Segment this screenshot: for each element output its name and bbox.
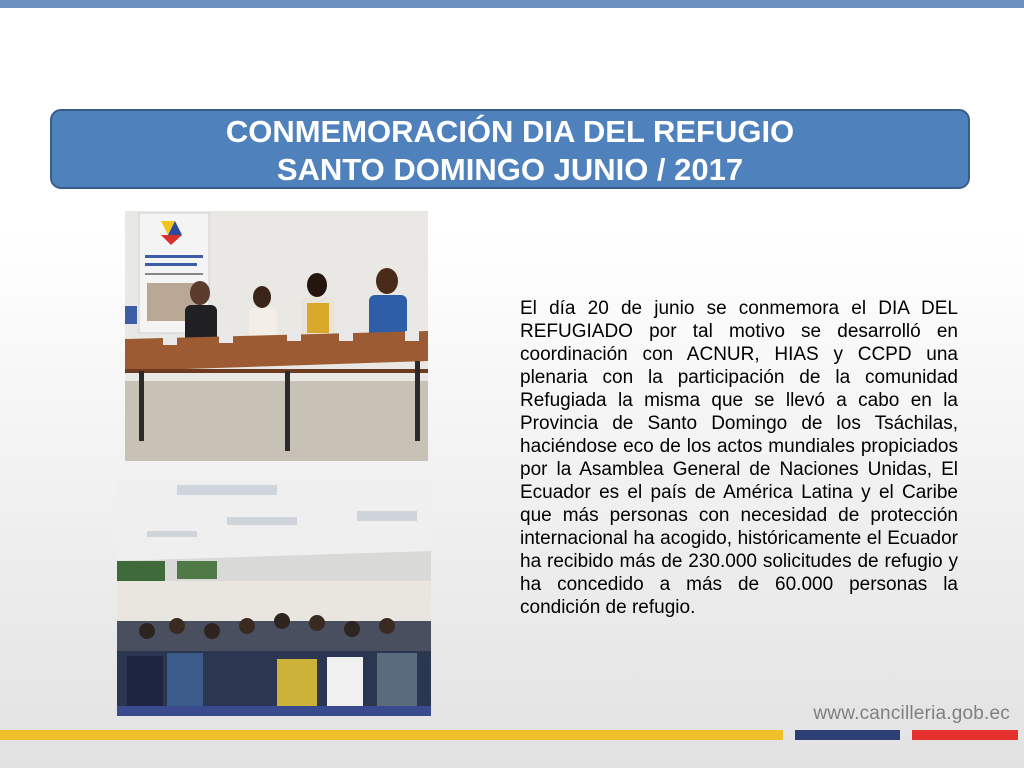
panel-table-photo (125, 211, 428, 461)
website-url[interactable]: www.cancilleria.gob.ec (813, 703, 1010, 724)
top-accent-bar (0, 0, 1024, 8)
footer-stripe-red (912, 730, 1018, 740)
title-line-1: CONMEMORACIÓN DIA DEL REFUGIO (225, 114, 795, 149)
footer-stripe-yellow (0, 730, 783, 740)
footer-stripe-blue (795, 730, 900, 740)
audience-photo (117, 481, 431, 716)
slide-title (50, 109, 970, 189)
title-line-2: SANTO DOMINGO JUNIO / 2017 (276, 152, 744, 187)
body-paragraph: El día 20 de junio se conmemora el DIA DEL REFUGIADO por tal motivo se desarrolló en coordinación con ACNUR, HIAS y CCPD una plenaria con la participación de la comunidad Refugiada la misma que se llevó a cabo en la Provincia de Santo Domingo de los Tsáchilas, haciéndose eco de los actos mundiales propiciados por la Asamblea General de Naciones Unidas, El Ecuador es el país de América Latina y el Caribe que más personas con necesidad de protección internacional ha acogido, históricamente el Ecuador ha recibido más de 230.000 solicitudes de refugio y ha concedido a más de 60.000 personas la condición de refugio. (520, 298, 958, 618)
